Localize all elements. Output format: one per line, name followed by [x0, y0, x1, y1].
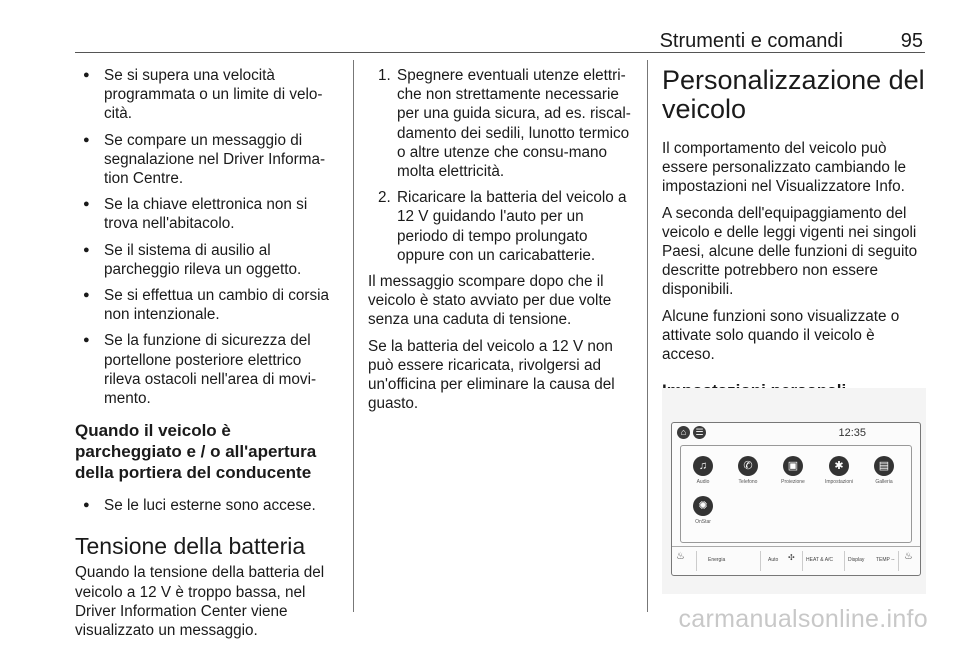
app-projection: [773, 456, 813, 485]
bullet-item: ● Se le luci esterne sono accese.: [75, 496, 341, 515]
bar-separator: [844, 551, 845, 571]
auto-label: Auto: [768, 557, 779, 563]
home-icon: ⌂: [677, 426, 690, 439]
infotainment-figure: [662, 388, 926, 594]
paragraph: Quando la tensione della batteria del veicolo a 12 V è troppo bassa, nel Driver Information Center viene visualizzato un messaggio.: [75, 564, 325, 640]
app-label: OnStar: [695, 519, 711, 525]
paragraph: Alcune funzioni sono visualizzate o attivate solo quando il veicolo è acceso.: [662, 307, 900, 364]
bullet-list: [75, 66, 341, 408]
favorites-icon: ☰: [693, 426, 706, 439]
page-header: [75, 28, 925, 53]
paragraph: Il comportamento del veicolo può essere personalizzato cambiando le impostazioni nel Visualizzatore Info.: [662, 140, 907, 196]
app-onstar: [683, 496, 723, 525]
bullet-item: ● Se il sistema di ausilio al parcheggio rileva un oggetto.: [75, 241, 341, 279]
gallery-icon: ▤: [874, 456, 894, 476]
step-text: Spegnere eventuali utenze elettri-che non strettamente necessarie per una guida sicura, ad es. riscal-damento dei sedili, lunotto termico o altre utenze che consu-mano molta elettricità.: [397, 67, 631, 181]
energy-label: Energia: [708, 557, 726, 563]
app-label: Telefono: [738, 479, 758, 485]
bullet-item: ● Se si supera una velocità programmata o un limite di velo-cità.: [75, 66, 341, 124]
app-label: Proiezione: [781, 479, 805, 485]
app-gallery: [864, 456, 904, 485]
app-label: Galleria: [875, 479, 893, 485]
seat-heat-icon: ♨: [904, 551, 913, 562]
climate-bottom-bar: [672, 546, 920, 575]
header-title: Strumenti e comandi: [659, 30, 843, 52]
screen-top-bar: [672, 423, 920, 445]
column-divider: [353, 60, 354, 612]
page-number: 95: [900, 30, 923, 52]
music-note-icon: ♫: [693, 456, 713, 476]
step-number: 2.: [378, 189, 391, 207]
info-display-screen: [671, 422, 921, 576]
watermark: carmanualsonline.info: [678, 605, 928, 633]
bar-separator: [760, 551, 761, 571]
app-phone: [728, 456, 768, 485]
subheading-parked: Quando il veicolo è parcheggiato e / o all'apertura della portiera del conducente: [75, 421, 317, 483]
column-right: [662, 66, 928, 401]
section-title-personalization: Personalizzazione del veicolo: [662, 65, 925, 124]
paragraph: Il messaggio scompare dopo che il veicolo è stato avviato per due volte senza una caduta di tensione.: [368, 273, 612, 329]
step-number: 1.: [378, 67, 391, 84]
bar-separator: [696, 551, 697, 571]
column-divider: [647, 60, 648, 612]
app-settings: [819, 456, 859, 485]
apps-panel: [680, 445, 912, 543]
bar-separator: [898, 551, 899, 571]
onstar-icon: ✺: [693, 496, 713, 516]
numbered-list: [368, 66, 634, 265]
paragraph: Se la batteria del veicolo a 12 V non può essere ricaricata, rivolgersi ad un'officina per eliminare la causa del guasto.: [368, 337, 615, 413]
app-label: Audio: [696, 479, 710, 485]
temp-label: TEMP --: [876, 557, 895, 563]
column-left: [75, 66, 341, 647]
bar-separator: [802, 551, 803, 571]
bullet-item: ● Se compare un messaggio di segnalazione nel Driver Informa-tion Centre.: [75, 131, 341, 189]
numbered-item: [368, 188, 634, 265]
bullet-item: ● Se si effettua un cambio di corsia non intenzionale.: [75, 286, 341, 324]
step-text: Ricaricare la batteria del veicolo a 12 V guidando l'auto per un periodo di tempo prolungato oppure con un caricabatterie.: [397, 189, 627, 264]
fan-icon: ✣: [788, 553, 795, 562]
heat-ac-label: HEAT & A/C: [806, 557, 834, 563]
column-middle: [368, 66, 634, 420]
section-title-battery: Tensione della batteria: [75, 533, 306, 560]
numbered-item: [368, 66, 634, 181]
phone-icon: ✆: [738, 456, 758, 476]
app-audio: [683, 456, 723, 485]
paragraph: A seconda dell'equipaggiamento del veicolo e delle leggi vigenti nei singoli Paesi, alcune delle funzioni di seguito descritte potrebbero non essere disponibili.: [662, 204, 918, 299]
bullet-item: ● Se la funzione di sicurezza del portellone posteriore elettrico rileva ostacoli nell'area di movi-mento.: [75, 331, 341, 408]
projection-icon: ▣: [783, 456, 803, 476]
clock: 12:35: [838, 427, 866, 439]
gear-icon: ✱: [829, 456, 849, 476]
seat-heat-icon: ♨: [676, 551, 685, 562]
bullet-item: ● Se la chiave elettronica non si trova nell'abitacolo.: [75, 195, 341, 233]
app-label: Impostazioni: [824, 479, 854, 485]
display-label: Display: [848, 557, 865, 563]
bullet-list: [75, 496, 341, 515]
